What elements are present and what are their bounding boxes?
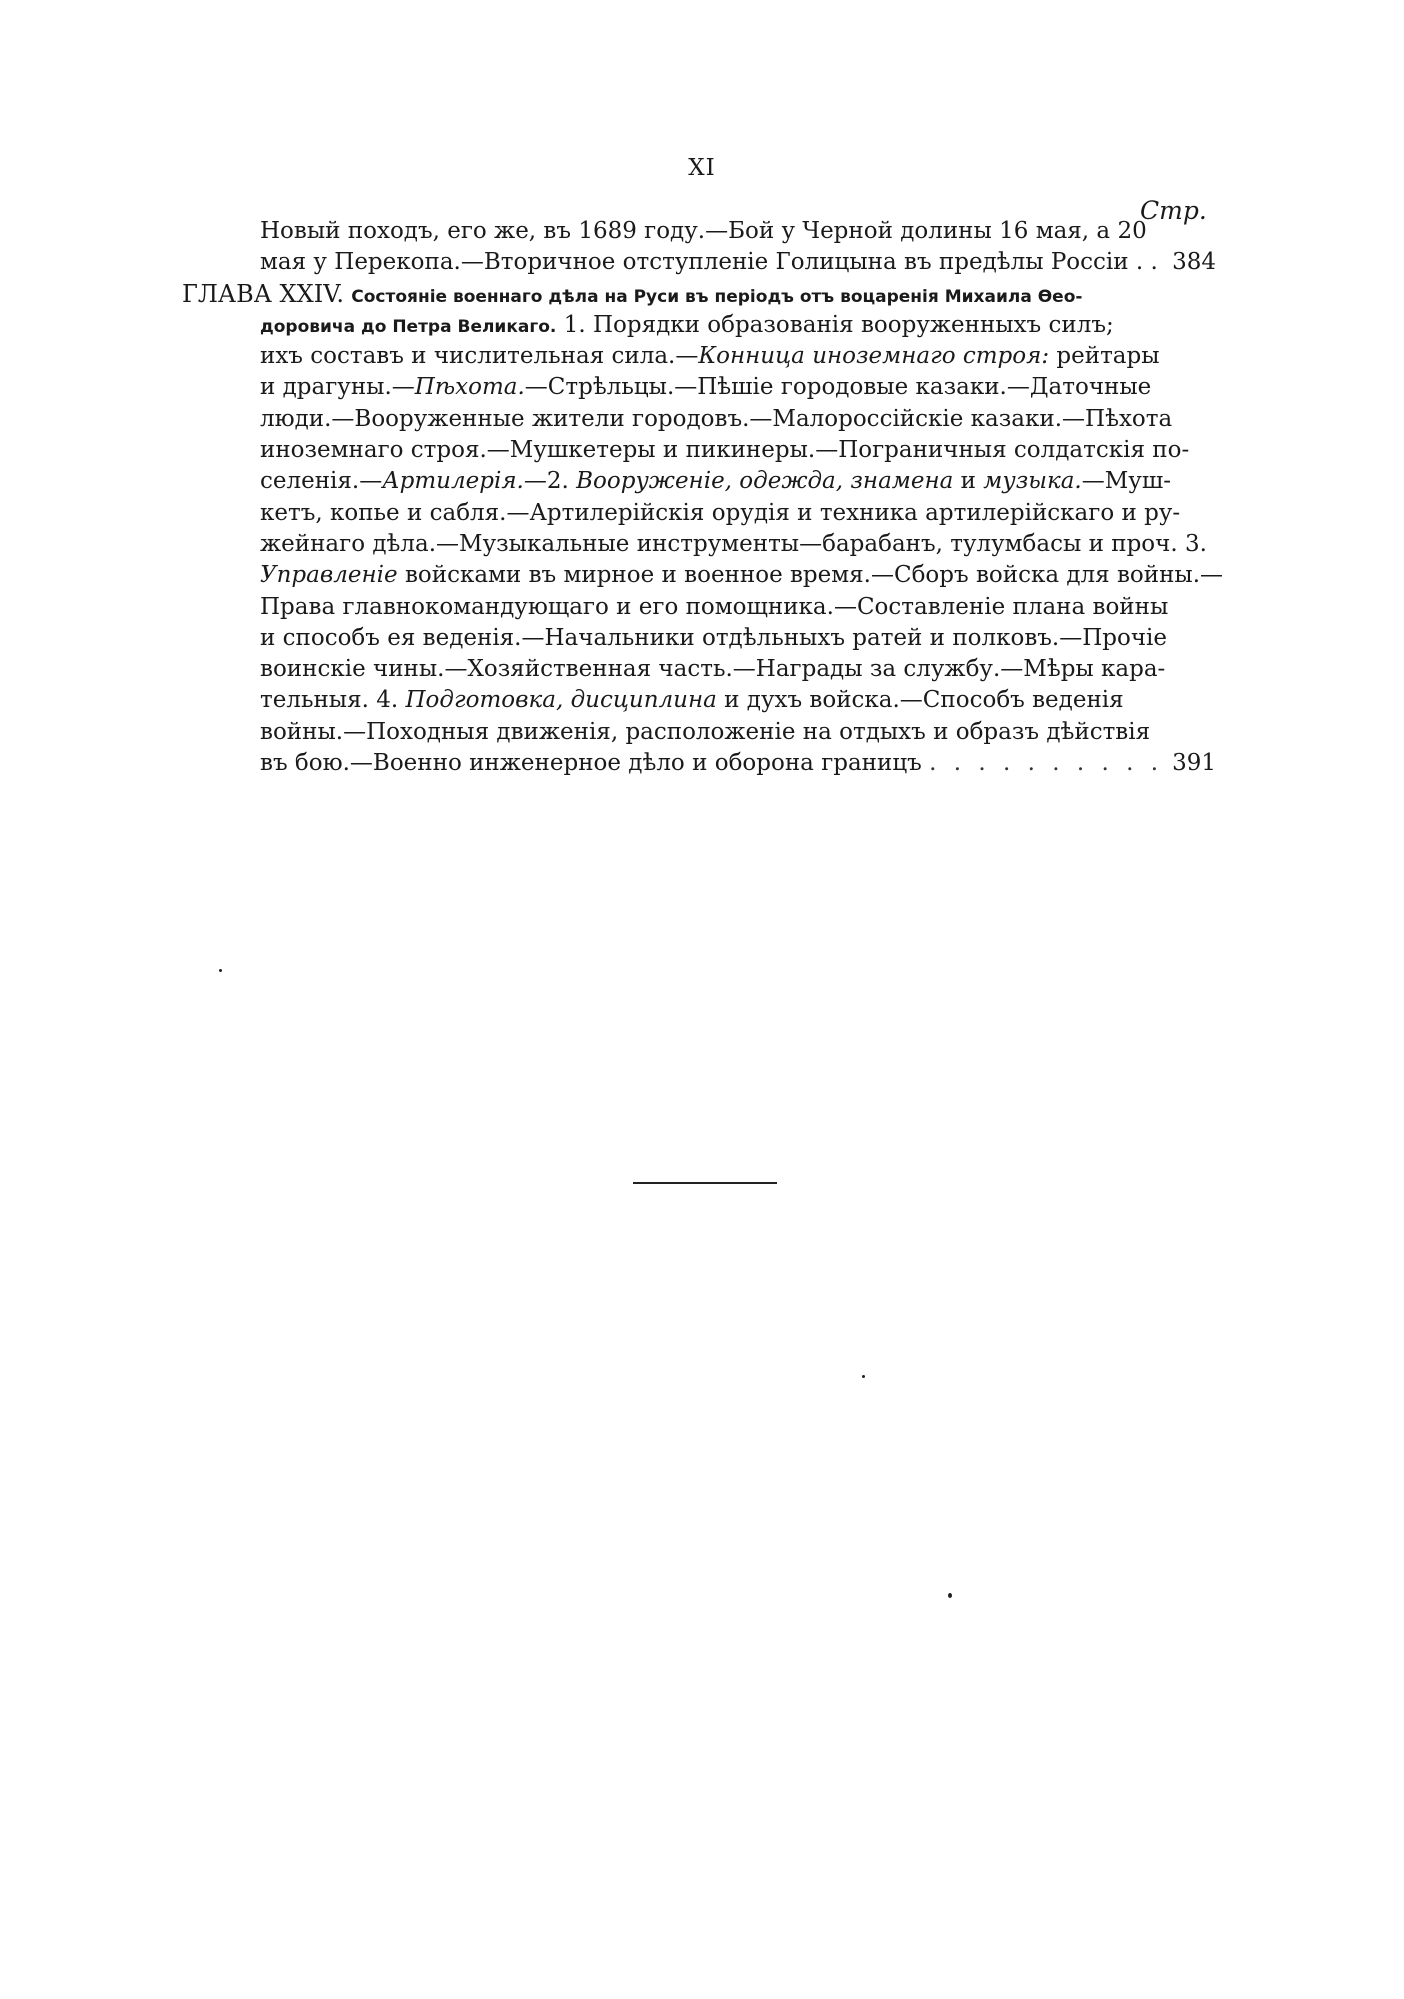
print-speck	[219, 969, 222, 972]
toc-entry-line	[182, 560, 1222, 591]
toc-entry-line	[182, 623, 1222, 654]
toc-entry-text: селенія.—	[260, 468, 383, 495]
table-of-contents	[182, 216, 1222, 779]
toc-entry-text: въ бою.—Военно инженерное дѣло и оборона границъ	[260, 750, 922, 777]
toc-entry-text: —2.	[523, 468, 577, 495]
toc-entry-italic: Вооруженіе, одежда, знамена	[576, 468, 954, 495]
print-speck	[948, 1593, 952, 1598]
toc-entry-text: иноземнаго строя.—Мушкетеры и пикинеры.—Пограничныя солдатскія по-	[260, 437, 1190, 464]
toc-entry-line	[182, 717, 1222, 748]
toc-entry-text: —Стрѣльцы.—Пѣшіе городовые казаки.—Даточные	[524, 374, 1152, 401]
toc-entry-text: Новый походъ, его же, въ 1689 году.—Бой у Черной долины 16 мая, а 20	[260, 218, 1147, 244]
chapter-heading-line	[182, 279, 1222, 310]
toc-entry-italic: Конница иноземнаго строя:	[698, 343, 1050, 370]
toc-entry-italic: Управленіе	[260, 562, 398, 589]
toc-entry-line	[182, 310, 1222, 341]
toc-entry-line	[182, 247, 1222, 278]
toc-entry-italic: Подготовка, дисциплина	[405, 687, 717, 714]
toc-entry-text: войсками въ мирное и военное время.—Сборъ войска для войны.—	[397, 562, 1224, 589]
toc-entry-text: жейнаго дѣла.—Музыкальные инструменты—барабанъ, тулумбасы и проч. 3.	[260, 530, 1207, 557]
toc-entry-line	[182, 404, 1222, 435]
toc-entry-text: люди.—Вооруженные жители городовъ.—Малороссійскіе казаки.—Пѣхота	[260, 405, 1173, 432]
toc-entry-line	[182, 529, 1222, 560]
toc-entry-text: 1. Порядки образованія вооруженныхъ силъ;	[563, 311, 1114, 338]
toc-entry-text: Права главнокомандующаго и его помощника.—Составленіе плана войны	[260, 593, 1169, 620]
chapter-label: ГЛАВА XXIV.	[182, 279, 344, 308]
toc-entry-text: и духъ войска.—Способъ веденія	[716, 687, 1124, 714]
chapter-title: доровича до Петра Великаго.	[260, 316, 557, 337]
toc-entry-text: и драгуны.—	[260, 374, 415, 401]
toc-entry-text: тельныя. 4.	[260, 687, 406, 714]
toc-entry-line	[182, 341, 1222, 372]
toc-entry-line	[182, 748, 1222, 779]
page-column-header: Стр.	[1140, 196, 1207, 225]
toc-entry-text: мая у Перекопа.—Вторичное отступленіе Голицына въ предѣлы Россіи . .	[260, 249, 1158, 276]
print-speck	[862, 1375, 865, 1378]
toc-entry-text: воинскіе чины.—Хозяйственная часть.—Награды за службу.—Мѣры кара-	[260, 656, 1166, 683]
toc-entry-line	[182, 498, 1222, 529]
toc-entry-line	[182, 592, 1222, 623]
toc-entry-text: и способъ ея веденія.—Начальники отдѣльныхъ ратей и полковъ.—Прочіе	[260, 624, 1168, 651]
toc-entry-line	[182, 654, 1222, 685]
toc-entry-text: ихъ составъ и числительная сила.—	[260, 343, 699, 370]
chapter-title: Состояніе военнаго дѣла на Руси въ періодъ отъ воцаренія Михаила Ѳео-	[351, 286, 1083, 307]
toc-entry-line	[182, 216, 1222, 247]
toc-page-ref: 384	[1172, 249, 1216, 276]
toc-entry-line	[182, 466, 1222, 497]
toc-entry-line	[182, 685, 1222, 716]
toc-entry-italic: Артилерія.	[382, 468, 524, 495]
leader-dots: . . . . . . . . . .	[929, 750, 1164, 777]
section-divider	[633, 1182, 777, 1184]
toc-entry-italic: музыка.	[983, 468, 1082, 495]
toc-entry-line	[182, 435, 1222, 466]
toc-entry-text: кетъ, копье и сабля.—Артилерійскія орудія и техника артилерійскаго и ру-	[260, 499, 1181, 526]
toc-entry-line	[182, 372, 1222, 403]
toc-page-ref: 391	[1172, 750, 1216, 777]
toc-entry-text: войны.—Походныя движенія, расположеніе на отдыхъ и образъ дѣйствія	[260, 718, 1151, 745]
toc-entry-text: рейтары	[1049, 343, 1160, 370]
toc-entry-text: и	[953, 468, 984, 495]
page-number: XI	[688, 155, 716, 181]
toc-entry-text: —Муш-	[1081, 468, 1171, 495]
toc-entry-italic: Пѣхота.	[414, 374, 525, 401]
